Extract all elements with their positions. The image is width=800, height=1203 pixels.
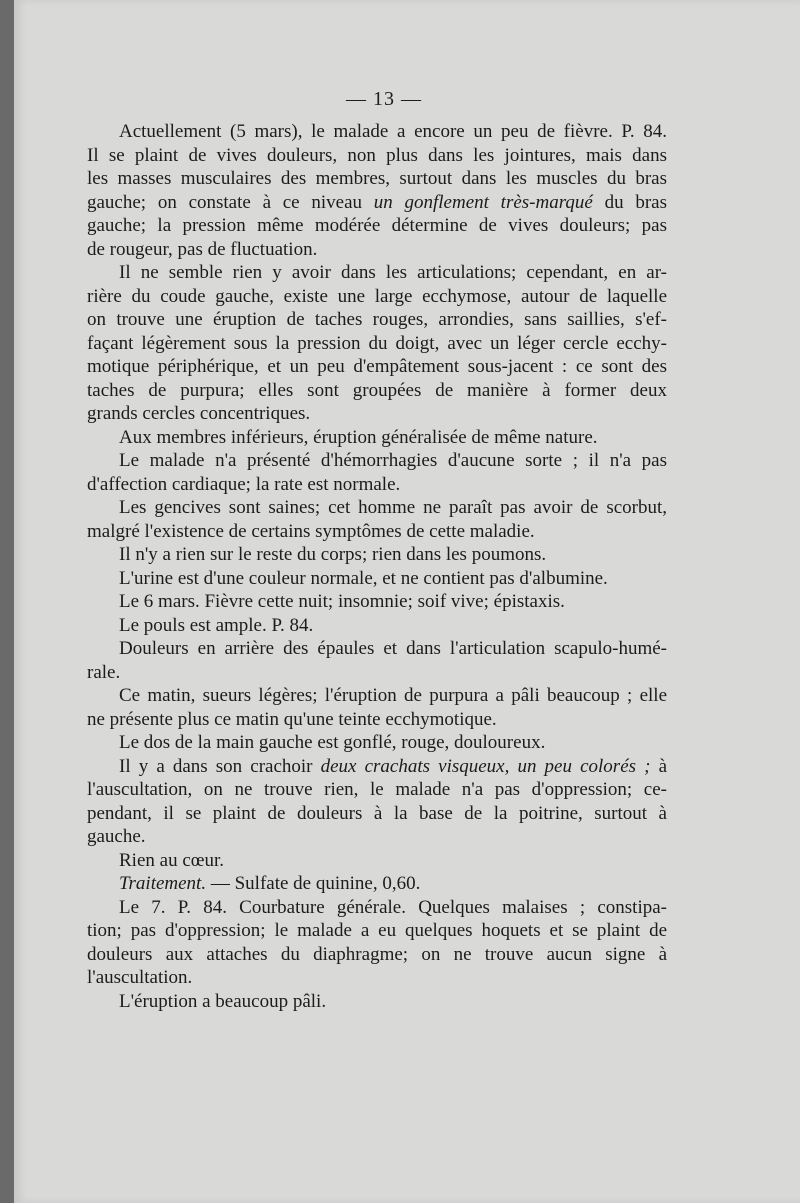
paragraph: [87, 567, 667, 591]
text-line: douleurs aux attaches du diaphragme; on ne trouve aucun signe à: [87, 943, 667, 965]
paragraph: [87, 755, 667, 849]
text-line: [87, 755, 667, 779]
text-line: rale.: [87, 661, 121, 683]
book-page: [14, 0, 800, 1203]
italic-text: Traitement.: [119, 873, 207, 894]
text-line: de rougeur, pas de fluctuation.: [87, 238, 318, 260]
text-segment: — Sulfate de quinine, 0,60.: [206, 873, 421, 894]
paragraph: [87, 684, 667, 731]
italic-text: un gonflement très-marqué: [373, 191, 593, 213]
text-segment: Il y a dans son crachoir: [119, 755, 321, 777]
text-line: ne présente plus ce matin qu'une teinte ecchymotique.: [87, 708, 497, 730]
paragraph: [87, 637, 667, 684]
text-line: Il se plaint de vives douleurs, non plus dans les jointures, mais dans: [87, 144, 667, 166]
paragraph: [87, 543, 667, 567]
text-segment: gauche; on constate à ce niveau: [87, 191, 374, 213]
paragraph: [87, 426, 667, 450]
text-line: taches de purpura; elles sont groupées de manière à former deux: [87, 379, 667, 401]
text-line: Ce matin, sueurs légères; l'éruption de purpura a pâli beaucoup ; elle: [119, 685, 667, 706]
text-line: [87, 872, 667, 896]
paragraph: [87, 449, 667, 496]
paragraph: [87, 731, 667, 755]
text-segment: du bras: [592, 191, 667, 213]
body-text: [87, 120, 667, 1013]
text-line: Le pouls est ample. P. 84.: [119, 614, 314, 636]
text-segment: à: [650, 755, 668, 777]
text-line: Il n'y a rien sur le reste du corps; rien dans les poumons.: [119, 544, 547, 565]
paragraph: [87, 990, 667, 1014]
text-line: Les gencives sont saines; cet homme ne paraît pas avoir de scorbut,: [119, 497, 667, 518]
text-line: Douleurs en arrière des épaules et dans l'articulation scapulo-humé-: [119, 638, 667, 659]
paragraph: [87, 496, 667, 543]
text-line: Le malade n'a présenté d'hémorrhagies d'aucune sorte ; il n'a pas: [119, 450, 667, 471]
paragraph: [87, 261, 667, 426]
text-line: d'affection cardiaque; la rate est normale.: [87, 473, 401, 495]
text-line: l'auscultation.: [87, 967, 193, 988]
text-line: [87, 191, 667, 215]
paragraph: [87, 590, 667, 614]
text-line: gauche; la pression même modérée détermine de vives douleurs; pas: [87, 215, 667, 236]
paragraph: [87, 614, 667, 638]
paragraph: [87, 872, 667, 896]
text-line: grands cercles concentriques.: [87, 403, 311, 424]
text-line: l'auscultation, on ne trouve rien, le malade n'a pas d'oppression; ce-: [87, 779, 667, 800]
text-line: Rien au cœur.: [119, 849, 225, 871]
text-line: Le 7. P. 84. Courbature générale. Quelques malaises ; constipa-: [119, 896, 667, 918]
text-line: pendant, il se plaint de douleurs à la base de la poitrine, surtout à: [87, 802, 667, 824]
text-line: L'éruption a beaucoup pâli.: [119, 990, 327, 1012]
text-line: tion; pas d'oppression; le malade a eu quelques hoquets et se plaint de: [87, 920, 667, 941]
text-line: façant légèrement sous la pression du doigt, avec un léger cercle ecchy-: [87, 332, 667, 354]
text-line: Le dos de la main gauche est gonflé, rouge, douloureux.: [119, 732, 546, 753]
text-line: Aux membres inférieurs, éruption généralisée de même nature.: [119, 426, 598, 448]
text-line: gauche.: [87, 826, 146, 847]
text-line: les masses musculaires des membres, surtout dans les muscles du bras: [87, 168, 667, 189]
text-line: on trouve une éruption de taches rouges, arrondies, sans saillies, s'ef-: [87, 309, 667, 330]
paragraph: [87, 896, 667, 990]
text-line: Il ne semble rien y avoir dans les articulations; cependant, en ar-: [119, 262, 667, 283]
text-line: malgré l'existence de certains symptômes de cette maladie.: [87, 520, 535, 542]
text-line: L'urine est d'une couleur normale, et ne contient pas d'albumine.: [119, 567, 608, 589]
paragraph: [87, 849, 667, 873]
text-line: Actuellement (5 mars), le malade a encore un peu de fièvre. P. 84.: [119, 121, 667, 142]
paragraph: [87, 120, 667, 261]
text-line: rière du coude gauche, existe une large ecchymose, autour de laquelle: [87, 285, 667, 307]
text-line: motique périphérique, et un peu d'empâtement sous-jacent : ce sont des: [87, 356, 667, 377]
text-line: Le 6 mars. Fièvre cette nuit; insomnie; soif vive; épistaxis.: [119, 591, 565, 612]
page-number: — 13 —: [346, 88, 422, 110]
italic-text: deux crachats visqueux, un peu colorés ;: [320, 755, 651, 777]
